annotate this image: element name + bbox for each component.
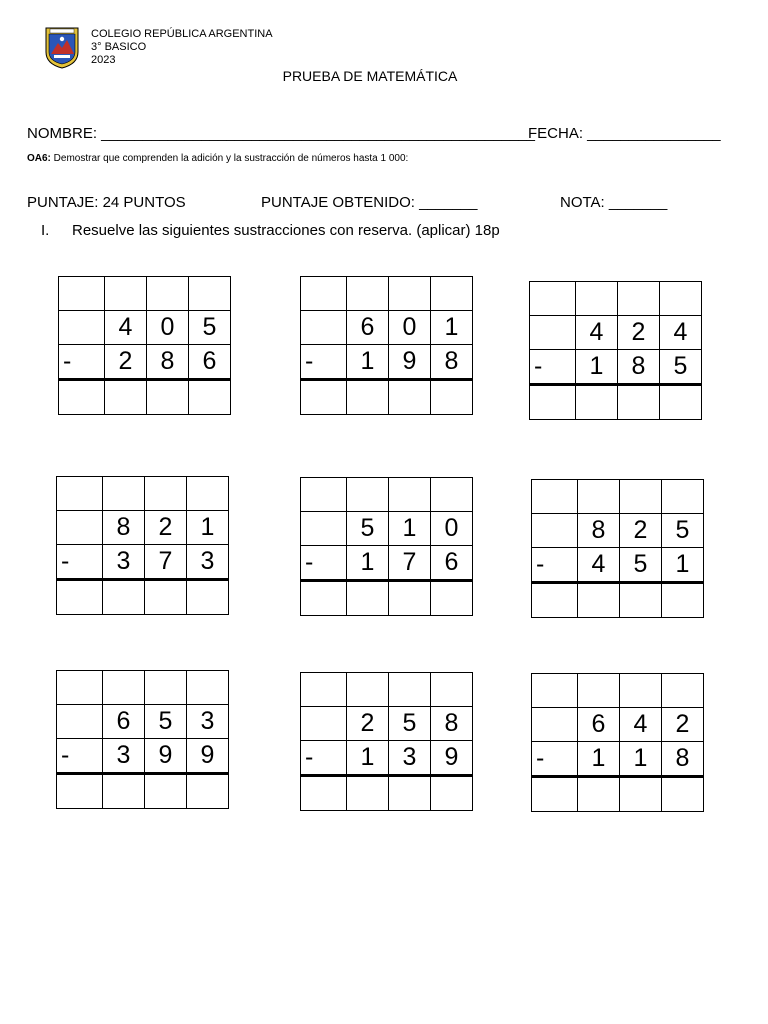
subtraction-grid (300, 672, 473, 811)
minus-sign: - (301, 741, 347, 776)
empty-cell (530, 316, 576, 350)
carry-cell[interactable] (431, 277, 473, 311)
carry-cell[interactable] (59, 277, 105, 311)
subtraction-grid (531, 673, 704, 812)
answer-cell[interactable] (145, 580, 187, 615)
answer-cell[interactable] (105, 380, 147, 415)
minuend-digit: 8 (431, 707, 473, 741)
school-crest-logo (44, 26, 80, 70)
subtraction-grid (529, 281, 702, 420)
subtrahend-digit: 8 (147, 345, 189, 380)
minuend-digit: 4 (660, 316, 702, 350)
carry-cell[interactable] (301, 478, 347, 512)
learning-objective (27, 153, 408, 164)
subtrahend-digit: 9 (389, 345, 431, 380)
subtrahend-digit: 1 (578, 742, 620, 777)
minuend-digit: 3 (187, 705, 229, 739)
subtrahend-digit: 4 (578, 548, 620, 583)
carry-cell[interactable] (431, 478, 473, 512)
carry-cell[interactable] (620, 480, 662, 514)
carry-cell[interactable] (618, 282, 660, 316)
carry-cell[interactable] (105, 277, 147, 311)
minus-sign: - (301, 345, 347, 380)
page-title: PRUEBA DE MATEMÁTICA (282, 68, 458, 84)
minuend-digit: 6 (103, 705, 145, 739)
answer-cell[interactable] (59, 380, 105, 415)
empty-cell (532, 514, 578, 548)
carry-cell[interactable] (620, 674, 662, 708)
carry-cell[interactable] (301, 277, 347, 311)
empty-cell (532, 708, 578, 742)
answer-cell[interactable] (389, 581, 431, 616)
minuend-digit: 5 (662, 514, 704, 548)
minus-sign: - (57, 739, 103, 774)
minuend-digit: 8 (103, 511, 145, 545)
answer-cell[interactable] (618, 385, 660, 420)
minuend-digit: 0 (147, 311, 189, 345)
minuend-digit: 5 (145, 705, 187, 739)
answer-cell[interactable] (389, 776, 431, 811)
answer-cell[interactable] (57, 580, 103, 615)
minus-sign: - (57, 545, 103, 580)
subtrahend-digit: 8 (618, 350, 660, 385)
subtrahend-digit: 3 (103, 739, 145, 774)
total-score: PUNTAJE: 24 PUNTOS (27, 194, 186, 211)
answer-cell[interactable] (578, 583, 620, 618)
answer-cell[interactable] (103, 774, 145, 809)
subtrahend-digit: 7 (145, 545, 187, 580)
minus-sign: - (59, 345, 105, 380)
minuend-digit: 5 (389, 707, 431, 741)
obtained-score-field[interactable]: PUNTAJE OBTENIDO: _______ (261, 194, 478, 211)
answer-cell[interactable] (578, 777, 620, 812)
minuend-digit: 2 (347, 707, 389, 741)
answer-cell[interactable] (532, 777, 578, 812)
minuend-digit: 5 (347, 512, 389, 546)
subtrahend-digit: 5 (660, 350, 702, 385)
carry-cell[interactable] (187, 671, 229, 705)
subtrahend-digit: 1 (662, 548, 704, 583)
minus-sign: - (301, 546, 347, 581)
carry-cell[interactable] (145, 477, 187, 511)
answer-cell[interactable] (187, 580, 229, 615)
minuend-digit: 2 (662, 708, 704, 742)
carry-cell[interactable] (57, 477, 103, 511)
answer-cell[interactable] (620, 777, 662, 812)
answer-cell[interactable] (660, 385, 702, 420)
minuend-digit: 6 (347, 311, 389, 345)
minuend-digit: 2 (618, 316, 660, 350)
answer-cell[interactable] (530, 385, 576, 420)
empty-cell (59, 311, 105, 345)
subtrahend-digit: 3 (187, 545, 229, 580)
carry-cell[interactable] (431, 673, 473, 707)
carry-cell[interactable] (530, 282, 576, 316)
carry-cell[interactable] (662, 480, 704, 514)
subtrahend-digit: 9 (431, 741, 473, 776)
minuend-digit: 4 (620, 708, 662, 742)
carry-cell[interactable] (301, 673, 347, 707)
answer-cell[interactable] (431, 776, 473, 811)
school-header (91, 28, 273, 67)
answer-cell[interactable] (347, 776, 389, 811)
objective-code: OA6: (27, 153, 51, 164)
minuend-digit: 8 (578, 514, 620, 548)
answer-cell[interactable] (347, 581, 389, 616)
section-instruction: Resuelve las siguientes sustracciones con reserva. (aplicar) 18p (72, 222, 500, 239)
subtraction-grid (56, 476, 229, 615)
subtrahend-digit: 8 (431, 345, 473, 380)
minuend-digit: 1 (431, 311, 473, 345)
grade-field[interactable]: NOTA: _______ (560, 194, 668, 211)
name-field[interactable]: NOMBRE: ____________________________________________________ (27, 125, 535, 142)
grade-level: 3° BASICO (91, 41, 147, 53)
answer-cell[interactable] (103, 580, 145, 615)
subtrahend-digit: 1 (347, 546, 389, 581)
subtrahend-digit: 7 (389, 546, 431, 581)
carry-cell[interactable] (103, 477, 145, 511)
answer-cell[interactable] (301, 776, 347, 811)
minus-sign: - (532, 742, 578, 777)
subtrahend-digit: 3 (389, 741, 431, 776)
empty-cell (57, 705, 103, 739)
carry-cell[interactable] (532, 480, 578, 514)
carry-cell[interactable] (389, 478, 431, 512)
subtrahend-digit: 1 (347, 345, 389, 380)
answer-cell[interactable] (57, 774, 103, 809)
minus-sign: - (530, 350, 576, 385)
carry-cell[interactable] (347, 673, 389, 707)
subtraction-grid (300, 477, 473, 616)
carry-cell[interactable] (347, 478, 389, 512)
empty-cell (301, 707, 347, 741)
answer-cell[interactable] (145, 774, 187, 809)
minuend-digit: 4 (105, 311, 147, 345)
minuend-digit: 5 (189, 311, 231, 345)
carry-cell[interactable] (347, 277, 389, 311)
carry-cell[interactable] (147, 277, 189, 311)
date-field[interactable]: FECHA: ________________ (528, 125, 721, 142)
subtrahend-digit: 1 (576, 350, 618, 385)
subtraction-grid (58, 276, 231, 415)
minuend-digit: 2 (620, 514, 662, 548)
carry-cell[interactable] (578, 480, 620, 514)
subtrahend-digit: 9 (187, 739, 229, 774)
carry-cell[interactable] (576, 282, 618, 316)
answer-cell[interactable] (620, 583, 662, 618)
carry-cell[interactable] (662, 674, 704, 708)
subtraction-grid (300, 276, 473, 415)
section-number: I. (41, 222, 50, 239)
carry-cell[interactable] (103, 671, 145, 705)
answer-cell[interactable] (431, 380, 473, 415)
minuend-digit: 6 (578, 708, 620, 742)
subtrahend-digit: 1 (347, 741, 389, 776)
answer-cell[interactable] (347, 380, 389, 415)
empty-cell (301, 512, 347, 546)
school-name: COLEGIO REPÚBLICA ARGENTINA (91, 28, 273, 40)
empty-cell (301, 311, 347, 345)
answer-cell[interactable] (662, 777, 704, 812)
subtrahend-digit: 2 (105, 345, 147, 380)
minuend-digit: 4 (576, 316, 618, 350)
school-year: 2023 (91, 54, 116, 66)
subtrahend-digit: 6 (189, 345, 231, 380)
carry-cell[interactable] (389, 673, 431, 707)
minus-sign: - (532, 548, 578, 583)
answer-cell[interactable] (189, 380, 231, 415)
minuend-digit: 1 (389, 512, 431, 546)
objective-text: Demostrar que comprenden la adición y la sustracción de números hasta 1 000: (50, 153, 409, 164)
minuend-digit: 0 (431, 512, 473, 546)
minuend-digit: 1 (187, 511, 229, 545)
answer-cell[interactable] (301, 581, 347, 616)
empty-cell (57, 511, 103, 545)
carry-cell[interactable] (145, 671, 187, 705)
minuend-digit: 2 (145, 511, 187, 545)
answer-cell[interactable] (576, 385, 618, 420)
subtraction-grid (531, 479, 704, 618)
answer-cell[interactable] (147, 380, 189, 415)
subtraction-grid (56, 670, 229, 809)
subtrahend-digit: 5 (620, 548, 662, 583)
subtrahend-digit: 3 (103, 545, 145, 580)
carry-cell[interactable] (578, 674, 620, 708)
carry-cell[interactable] (57, 671, 103, 705)
subtrahend-digit: 1 (620, 742, 662, 777)
carry-cell[interactable] (532, 674, 578, 708)
subtrahend-digit: 9 (145, 739, 187, 774)
answer-cell[interactable] (187, 774, 229, 809)
carry-cell[interactable] (389, 277, 431, 311)
carry-cell[interactable] (189, 277, 231, 311)
carry-cell[interactable] (187, 477, 229, 511)
answer-cell[interactable] (389, 380, 431, 415)
answer-cell[interactable] (662, 583, 704, 618)
subtrahend-digit: 6 (431, 546, 473, 581)
answer-cell[interactable] (431, 581, 473, 616)
answer-cell[interactable] (301, 380, 347, 415)
answer-cell[interactable] (532, 583, 578, 618)
minuend-digit: 0 (389, 311, 431, 345)
carry-cell[interactable] (660, 282, 702, 316)
subtrahend-digit: 8 (662, 742, 704, 777)
